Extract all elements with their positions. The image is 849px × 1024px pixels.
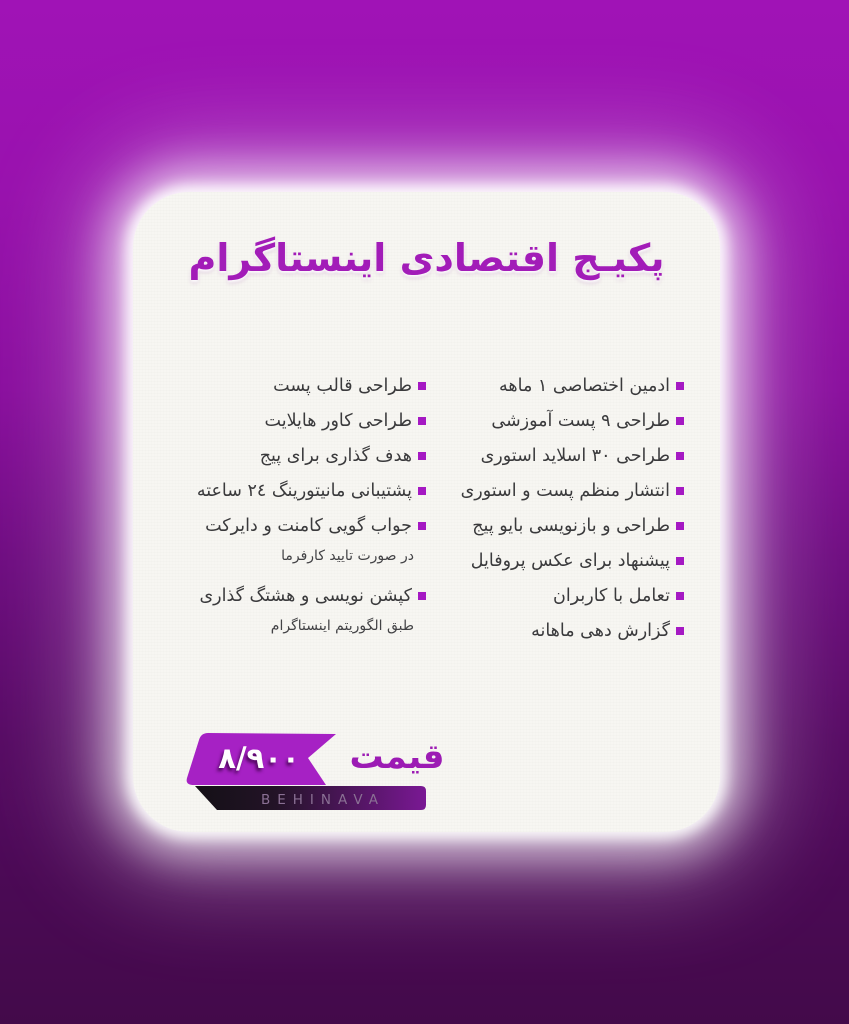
feature-label: طراحی قالب پست <box>273 375 412 396</box>
bullet-square-icon <box>418 487 426 495</box>
list-item <box>214 403 426 438</box>
feature-label: پشتیبانی مانیتورینگ ٢٤ ساعته <box>196 480 412 501</box>
features-column-left <box>196 368 426 648</box>
list-item <box>474 368 684 403</box>
bullet-square-icon <box>676 627 684 635</box>
bullet-square-icon <box>418 417 426 425</box>
list-item <box>470 543 684 578</box>
bullet-square-icon <box>676 382 684 390</box>
page-title: پکیـج اقتصادی اینستاگرام <box>188 236 665 280</box>
bullet-square-icon <box>676 522 684 530</box>
feature-label: طراحی کاور هایلایت <box>264 410 412 431</box>
features-lists <box>163 368 684 648</box>
list-item <box>460 473 684 508</box>
feature-label: جواب گویی کامنت و دایرکت <box>205 515 412 536</box>
list-item <box>205 508 426 578</box>
bullet-square-icon <box>676 592 684 600</box>
feature-sublabel: در صورت تایید کارفرما <box>281 548 414 564</box>
feature-label: طراحی و بازنویسی بایو پیج <box>472 515 670 536</box>
feature-label: تعامل با کاربران <box>553 585 670 606</box>
feature-label: طراحی ۹ پست آموزشی <box>491 410 670 431</box>
feature-label: کپشن نویسی و هشتگ گذاری <box>199 585 412 606</box>
list-item <box>214 438 426 473</box>
list-item <box>474 613 684 648</box>
list-item <box>474 438 684 473</box>
list-item <box>199 578 426 648</box>
price-banner <box>181 730 581 825</box>
feature-label: طراحی ۳۰ اسلاید استوری <box>480 445 670 466</box>
list-item <box>214 368 426 403</box>
bullet-square-icon <box>418 382 426 390</box>
price-label: قیمت <box>349 737 445 777</box>
bullet-square-icon <box>676 487 684 495</box>
list-item <box>196 473 426 508</box>
bullet-square-icon <box>418 522 426 530</box>
feature-label: گزارش دهی ماهانه <box>531 620 670 641</box>
feature-label: هدف گذاری برای پیج <box>259 445 412 466</box>
bullet-square-icon <box>676 452 684 460</box>
brand-name: BEHINAVA <box>260 792 386 808</box>
list-item <box>474 578 684 613</box>
package-card <box>133 192 720 832</box>
list-item <box>474 508 684 543</box>
bullet-square-icon <box>418 452 426 460</box>
feature-label: ادمین اختصاصی ۱ ماهه <box>499 375 670 396</box>
bullet-square-icon <box>676 417 684 425</box>
price-value: ۸/۹۰۰ <box>218 741 300 775</box>
feature-label: پیشنهاد برای عکس پروفایل <box>470 550 670 571</box>
features-column-right <box>460 368 684 648</box>
bullet-square-icon <box>676 557 684 565</box>
feature-sublabel: طبق الگوریتم اینستاگرام <box>270 618 414 634</box>
list-item <box>474 403 684 438</box>
bullet-square-icon <box>418 592 426 600</box>
feature-label: انتشار منظم پست و استوری <box>460 480 670 501</box>
